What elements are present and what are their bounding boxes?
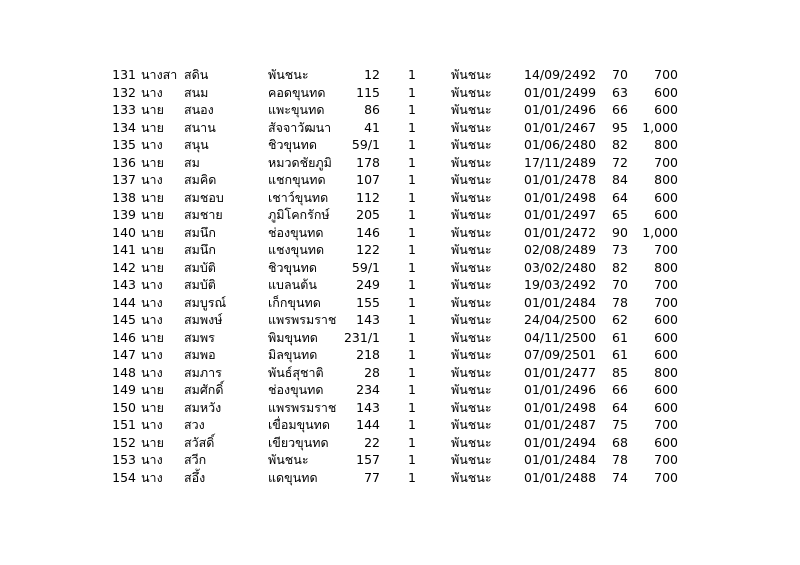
allowance-amount-cell: 1,000 [642, 119, 678, 135]
birth-date-cell: 19/03/2492 [524, 277, 597, 292]
house-number-cell: 12 [364, 67, 380, 82]
age-cell: 66 [612, 102, 628, 117]
subdistrict-cell: พันชนะ [451, 277, 492, 292]
name-title-cell: นาง [141, 312, 163, 327]
age-cell: 78 [612, 452, 628, 467]
village-number-cell: 1 [408, 119, 416, 135]
village-number-cell: 1 [408, 84, 416, 100]
subdistrict-cell: พันชนะ [451, 224, 492, 240]
table-row [0, 381, 800, 399]
birth-date-cell: 01/01/2487 [524, 417, 597, 432]
name-title-cell: นาย [141, 102, 164, 117]
allowance-amount-cell: 700 [654, 469, 678, 485]
first-name-cell: สมศักดิ์ [184, 382, 224, 397]
allowance-amount-cell: 700 [654, 294, 678, 310]
birth-date-cell: 01/01/2494 [524, 434, 597, 450]
subdistrict-cell: พันชนะ [451, 399, 492, 415]
subdistrict-cell: พันชนะ [451, 189, 492, 205]
subdistrict-cell: พันชนะ [451, 382, 492, 397]
subdistrict-cell: พันชนะ [451, 207, 492, 222]
row-number-cell: 135 [112, 137, 136, 152]
surname-cell: แพรพรมราช [268, 399, 337, 415]
subdistrict-cell: พันชนะ [451, 67, 492, 82]
birth-date-cell: 01/01/2477 [524, 364, 597, 380]
village-number-cell: 1 [408, 102, 416, 117]
age-cell: 61 [612, 329, 628, 345]
name-title-cell: นาง [141, 364, 163, 380]
table-row [0, 364, 800, 382]
village-number-cell: 1 [408, 434, 416, 450]
first-name-cell: สนุน [184, 137, 209, 152]
table-row [0, 224, 800, 242]
first-name-cell: สมนึก [184, 242, 216, 257]
birth-date-cell: 01/01/2484 [524, 294, 597, 310]
subdistrict-cell: พันชนะ [451, 347, 492, 362]
allowance-amount-cell: 600 [654, 102, 678, 117]
elderly-allowance-table [0, 66, 800, 486]
subdistrict-cell: พันชนะ [451, 329, 492, 345]
row-number-cell: 141 [112, 242, 136, 257]
table-row [0, 66, 800, 84]
surname-cell: ชิวขุนทด [268, 259, 317, 275]
row-number-cell: 148 [112, 364, 136, 380]
row-number-cell: 136 [112, 154, 136, 170]
house-number-cell: 249 [356, 277, 380, 292]
first-name-cell: สมบัติ [184, 259, 216, 275]
name-title-cell: นาย [141, 224, 164, 240]
birth-date-cell: 24/04/2500 [524, 312, 597, 327]
name-title-cell: นาย [141, 329, 164, 345]
first-name-cell: สมหวัง [184, 399, 222, 415]
village-number-cell: 1 [408, 154, 416, 170]
birth-date-cell: 01/01/2472 [524, 224, 597, 240]
first-name-cell: สมชาย [184, 207, 223, 222]
name-title-cell: นาง [141, 294, 163, 310]
name-title-cell: นางสา [141, 67, 178, 82]
row-number-cell: 149 [112, 382, 136, 397]
age-cell: 82 [612, 137, 628, 152]
house-number-cell: 59/1 [351, 259, 380, 275]
village-number-cell: 1 [408, 277, 416, 292]
house-number-cell: 144 [356, 417, 380, 432]
subdistrict-cell: พันชนะ [451, 102, 492, 117]
first-name-cell: สมคิด [184, 172, 217, 187]
name-title-cell: นาง [141, 277, 163, 292]
allowance-amount-cell: 700 [654, 452, 678, 467]
village-number-cell: 1 [408, 259, 416, 275]
village-number-cell: 1 [408, 172, 416, 187]
subdistrict-cell: พันชนะ [451, 84, 492, 100]
birth-date-cell: 14/09/2492 [524, 67, 597, 82]
first-name-cell: สมพอ [184, 347, 216, 362]
first-name-cell: สมชอบ [184, 189, 224, 205]
village-number-cell: 1 [408, 417, 416, 432]
name-title-cell: นาง [141, 452, 163, 467]
table-row [0, 136, 800, 154]
surname-cell: เขื่อมขุนทด [268, 417, 331, 432]
allowance-amount-cell: 700 [654, 417, 678, 432]
allowance-amount-cell: 600 [654, 382, 678, 397]
village-number-cell: 1 [408, 137, 416, 152]
age-cell: 78 [612, 294, 628, 310]
first-name-cell: สอึ้ง [184, 469, 206, 485]
village-number-cell: 1 [408, 312, 416, 327]
subdistrict-cell: พันชนะ [451, 154, 492, 170]
surname-cell: แชกขุนทด [268, 172, 326, 187]
name-title-cell: นาย [141, 189, 164, 205]
village-number-cell: 1 [408, 452, 416, 467]
house-number-cell: 143 [356, 399, 380, 415]
house-number-cell: 59/1 [351, 137, 380, 152]
house-number-cell: 155 [356, 294, 380, 310]
house-number-cell: 205 [356, 207, 380, 222]
birth-date-cell: 01/01/2498 [524, 189, 597, 205]
age-cell: 61 [612, 347, 628, 362]
row-number-cell: 154 [112, 469, 136, 485]
birth-date-cell: 03/02/2480 [524, 259, 597, 275]
allowance-amount-cell: 600 [654, 84, 678, 100]
village-number-cell: 1 [408, 242, 416, 257]
birth-date-cell: 01/01/2467 [524, 119, 597, 135]
allowance-amount-cell: 600 [654, 329, 678, 345]
house-number-cell: 122 [356, 242, 380, 257]
first-name-cell: สมบูรณ์ [184, 294, 227, 310]
row-number-cell: 150 [112, 399, 136, 415]
table-row [0, 451, 800, 469]
name-title-cell: นาย [141, 242, 164, 257]
birth-date-cell: 01/01/2498 [524, 399, 597, 415]
first-name-cell: สนาน [184, 119, 216, 135]
surname-cell: มิลขุนทด [268, 347, 318, 362]
house-number-cell: 218 [356, 347, 380, 362]
allowance-amount-cell: 800 [654, 364, 678, 380]
table-row [0, 189, 800, 207]
surname-cell: พันชนะ [268, 67, 309, 82]
house-number-cell: 157 [356, 452, 380, 467]
row-number-cell: 134 [112, 119, 136, 135]
row-number-cell: 145 [112, 312, 136, 327]
age-cell: 64 [612, 189, 628, 205]
name-title-cell: นาย [141, 434, 164, 450]
birth-date-cell: 02/08/2489 [524, 242, 597, 257]
first-name-cell: สมนึก [184, 224, 216, 240]
first-name-cell: สมบัติ [184, 277, 216, 292]
table-row [0, 276, 800, 294]
table-row [0, 171, 800, 189]
first-name-cell: สนม [184, 84, 209, 100]
subdistrict-cell: พันชนะ [451, 452, 492, 467]
row-number-cell: 132 [112, 84, 136, 100]
allowance-amount-cell: 700 [654, 154, 678, 170]
subdistrict-cell: พันชนะ [451, 294, 492, 310]
surname-cell: แดขุนทด [268, 469, 318, 485]
subdistrict-cell: พันชนะ [451, 364, 492, 380]
birth-date-cell: 07/09/2501 [524, 347, 597, 362]
row-number-cell: 137 [112, 172, 136, 187]
village-number-cell: 1 [408, 67, 416, 82]
first-name-cell: สมพงษ์ [184, 312, 223, 327]
subdistrict-cell: พันชนะ [451, 434, 492, 450]
age-cell: 82 [612, 259, 628, 275]
surname-cell: เขียวขุนทด [268, 434, 329, 450]
age-cell: 85 [612, 364, 628, 380]
birth-date-cell: 04/11/2500 [524, 329, 597, 345]
allowance-amount-cell: 800 [654, 259, 678, 275]
table-row [0, 84, 800, 102]
table-row [0, 101, 800, 119]
birth-date-cell: 01/01/2478 [524, 172, 597, 187]
row-number-cell: 140 [112, 224, 136, 240]
birth-date-cell: 01/01/2484 [524, 452, 597, 467]
birth-date-cell: 17/11/2489 [524, 154, 597, 170]
row-number-cell: 153 [112, 452, 136, 467]
birth-date-cell: 01/01/2496 [524, 102, 597, 117]
first-name-cell: สวีก [184, 452, 207, 467]
house-number-cell: 107 [356, 172, 380, 187]
allowance-amount-cell: 600 [654, 312, 678, 327]
name-title-cell: นาง [141, 347, 163, 362]
house-number-cell: 86 [364, 102, 380, 117]
subdistrict-cell: พันชนะ [451, 417, 492, 432]
age-cell: 62 [612, 312, 628, 327]
age-cell: 64 [612, 399, 628, 415]
row-number-cell: 139 [112, 207, 136, 222]
surname-cell: พันชนะ [268, 452, 309, 467]
allowance-amount-cell: 600 [654, 399, 678, 415]
table-row [0, 416, 800, 434]
table-row [0, 469, 800, 487]
house-number-cell: 234 [356, 382, 380, 397]
village-number-cell: 1 [408, 189, 416, 205]
subdistrict-cell: พันชนะ [451, 312, 492, 327]
subdistrict-cell: พันชนะ [451, 172, 492, 187]
surname-cell: พิมขุนทด [268, 329, 318, 345]
surname-cell: แพรพรมราช [268, 312, 337, 327]
age-cell: 75 [612, 417, 628, 432]
name-title-cell: นาง [141, 417, 163, 432]
allowance-amount-cell: 1,000 [642, 224, 678, 240]
name-title-cell: นาย [141, 259, 164, 275]
surname-cell: ช่องขุนทด [268, 382, 324, 397]
row-number-cell: 151 [112, 417, 136, 432]
table-row [0, 241, 800, 259]
name-title-cell: นาย [141, 154, 164, 170]
age-cell: 72 [612, 154, 628, 170]
village-number-cell: 1 [408, 347, 416, 362]
birth-date-cell: 01/01/2488 [524, 469, 597, 485]
first-name-cell: สม [184, 154, 200, 170]
allowance-amount-cell: 700 [654, 242, 678, 257]
allowance-amount-cell: 600 [654, 434, 678, 450]
house-number-cell: 28 [364, 364, 380, 380]
name-title-cell: นาง [141, 84, 163, 100]
age-cell: 68 [612, 434, 628, 450]
row-number-cell: 147 [112, 347, 136, 362]
surname-cell: แพะขุนทด [268, 102, 325, 117]
surname-cell: แชงขุนทด [268, 242, 325, 257]
subdistrict-cell: พันชนะ [451, 242, 492, 257]
birth-date-cell: 01/01/2496 [524, 382, 597, 397]
table-row [0, 434, 800, 452]
allowance-amount-cell: 700 [654, 67, 678, 82]
age-cell: 73 [612, 242, 628, 257]
table-row [0, 206, 800, 224]
house-number-cell: 22 [364, 434, 380, 450]
surname-cell: พันธ์สุชาติ [268, 364, 324, 380]
surname-cell: คอดขุนทด [268, 84, 326, 100]
house-number-cell: 231/1 [343, 329, 380, 345]
surname-cell: หมวดชัยภูมิ [268, 154, 332, 170]
row-number-cell: 133 [112, 102, 136, 117]
subdistrict-cell: พันชนะ [451, 469, 492, 485]
row-number-cell: 146 [112, 329, 136, 345]
age-cell: 70 [612, 277, 628, 292]
row-number-cell: 144 [112, 294, 136, 310]
age-cell: 90 [612, 224, 628, 240]
table-row [0, 119, 800, 137]
subdistrict-cell: พันชนะ [451, 119, 492, 135]
surname-cell: ภูมิโคกรักษ์ [268, 207, 330, 222]
name-title-cell: นาง [141, 137, 163, 152]
subdistrict-cell: พันชนะ [451, 259, 492, 275]
village-number-cell: 1 [408, 207, 416, 222]
village-number-cell: 1 [408, 294, 416, 310]
surname-cell: แบลนต้น [268, 277, 317, 292]
surname-cell: เชาว์ขุนทด [268, 189, 329, 205]
village-number-cell: 1 [408, 364, 416, 380]
house-number-cell: 178 [356, 154, 380, 170]
allowance-amount-cell: 600 [654, 189, 678, 205]
age-cell: 95 [612, 119, 628, 135]
table-row [0, 259, 800, 277]
name-title-cell: นาย [141, 119, 164, 135]
village-number-cell: 1 [408, 224, 416, 240]
first-name-cell: สมพร [184, 329, 215, 345]
surname-cell: ช่องขุนทด [268, 224, 324, 240]
house-number-cell: 146 [356, 224, 380, 240]
table-row [0, 346, 800, 364]
name-title-cell: นาย [141, 382, 164, 397]
birth-date-cell: 01/01/2499 [524, 84, 597, 100]
first-name-cell: สวง [184, 417, 205, 432]
row-number-cell: 142 [112, 259, 136, 275]
row-number-cell: 143 [112, 277, 136, 292]
house-number-cell: 77 [364, 469, 380, 485]
table-row [0, 154, 800, 172]
allowance-amount-cell: 800 [654, 137, 678, 152]
row-number-cell: 152 [112, 434, 136, 450]
allowance-amount-cell: 600 [654, 347, 678, 362]
row-number-cell: 138 [112, 189, 136, 205]
house-number-cell: 143 [356, 312, 380, 327]
village-number-cell: 1 [408, 329, 416, 345]
table-row [0, 399, 800, 417]
age-cell: 74 [612, 469, 628, 485]
village-number-cell: 1 [408, 382, 416, 397]
first-name-cell: สดิน [184, 67, 209, 82]
first-name-cell: สมภาร [184, 364, 222, 380]
table-row [0, 294, 800, 312]
house-number-cell: 41 [364, 119, 380, 135]
first-name-cell: สวัสดิ์ [184, 434, 215, 450]
row-number-cell: 131 [112, 67, 136, 82]
name-title-cell: นาย [141, 399, 164, 415]
house-number-cell: 115 [356, 84, 380, 100]
surname-cell: สัจจาวัฒนา [268, 119, 332, 135]
first-name-cell: สนอง [184, 102, 214, 117]
allowance-amount-cell: 800 [654, 172, 678, 187]
age-cell: 70 [612, 67, 628, 82]
village-number-cell: 1 [408, 399, 416, 415]
village-number-cell: 1 [408, 469, 416, 485]
surname-cell: เก็กขุนทด [268, 294, 321, 310]
subdistrict-cell: พันชนะ [451, 137, 492, 152]
name-title-cell: นาง [141, 172, 163, 187]
age-cell: 65 [612, 207, 628, 222]
name-title-cell: นาง [141, 469, 163, 485]
name-title-cell: นาย [141, 207, 164, 222]
age-cell: 84 [612, 172, 628, 187]
birth-date-cell: 01/01/2497 [524, 207, 597, 222]
birth-date-cell: 01/06/2480 [524, 137, 597, 152]
table-row [0, 329, 800, 347]
age-cell: 63 [612, 84, 628, 100]
surname-cell: ชิวขุนทด [268, 137, 317, 152]
house-number-cell: 112 [356, 189, 380, 205]
age-cell: 66 [612, 382, 628, 397]
table-row [0, 311, 800, 329]
allowance-amount-cell: 700 [654, 277, 678, 292]
allowance-amount-cell: 600 [654, 207, 678, 222]
